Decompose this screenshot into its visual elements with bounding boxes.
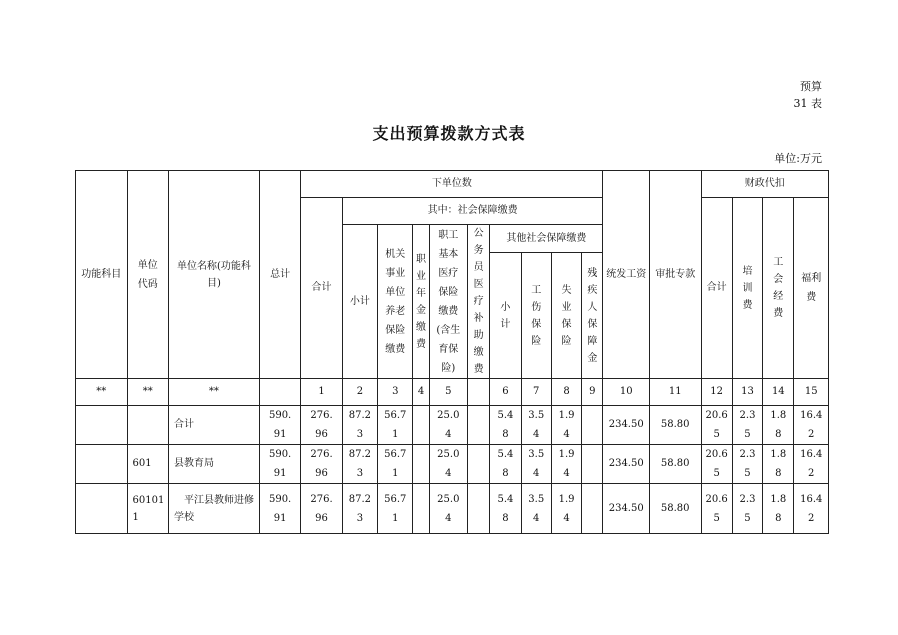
cell: 87.23 (342, 484, 377, 534)
col-approved-special: 审批专款 (649, 171, 701, 379)
cell: 234.50 (603, 445, 649, 484)
idx-cell: ** (127, 379, 168, 406)
cell: 5.48 (490, 406, 521, 445)
row-name: 县教育局 (168, 445, 259, 484)
cell: 2.35 (732, 445, 762, 484)
idx-cell (468, 379, 490, 406)
cell: 20.65 (701, 406, 732, 445)
cell: 25.04 (429, 484, 467, 534)
cell: 56.71 (378, 406, 413, 445)
cell: 16.42 (794, 406, 829, 445)
cell: 1.88 (763, 445, 794, 484)
col-social-security: 其中：社会保障缴费 (342, 198, 603, 225)
idx-cell: 1 (301, 379, 342, 406)
form-number-line2: 31 表 (793, 97, 822, 110)
cell (468, 406, 490, 445)
row-name: 合计 (168, 406, 259, 445)
cell: 16.42 (794, 484, 829, 534)
idx-cell: 12 (701, 379, 732, 406)
idx-cell (259, 379, 300, 406)
col-disabled: 残疾人保障金 (582, 253, 603, 379)
row-name: 平江县教师进修学校 (168, 484, 259, 534)
cell (582, 406, 603, 445)
cell: 234.50 (603, 406, 649, 445)
col-training: 培训费 (732, 198, 762, 379)
cell: 87.23 (342, 406, 377, 445)
col-fiscal-total: 合计 (701, 198, 732, 379)
cell: 5.48 (490, 445, 521, 484)
idx-cell: 14 (763, 379, 794, 406)
col-total: 总计 (259, 171, 300, 379)
cell: 56.71 (378, 484, 413, 534)
col-civil-medical: 公务员医疗补助缴费 (468, 225, 490, 379)
cell: 56.71 (378, 445, 413, 484)
cell: 590.91 (259, 445, 300, 484)
cell: 87.23 (342, 445, 377, 484)
col-fiscal-withhold: 财政代扣 (701, 171, 829, 198)
cell: 234.50 (603, 484, 649, 534)
cell (468, 484, 490, 534)
document-title: 支出预算拨款方式表 (372, 124, 526, 143)
idx-cell: 8 (551, 379, 581, 406)
col-welfare: 福利费 (794, 198, 829, 379)
col-other-ss: 其他社会保障缴费 (490, 225, 603, 253)
table-row (76, 445, 829, 484)
row-func (76, 445, 128, 484)
row-code: 601011 (127, 484, 168, 534)
cell (582, 484, 603, 534)
col-medical: 职工基本医疗保险缴费(含生育保险) (429, 225, 467, 379)
cell: 25.04 (429, 445, 467, 484)
col-ss-subtotal: 小计 (342, 225, 377, 379)
idx-cell: 11 (649, 379, 701, 406)
cell: 276.96 (301, 484, 342, 534)
cell: 16.42 (794, 445, 829, 484)
cell: 276.96 (301, 445, 342, 484)
col-annuity: 职业年金缴费 (413, 225, 429, 379)
idx-cell: 3 (378, 379, 413, 406)
cell: 2.35 (732, 484, 762, 534)
cell: 590.91 (259, 406, 300, 445)
cell: 20.65 (701, 445, 732, 484)
idx-cell: 10 (603, 379, 649, 406)
cell (413, 445, 429, 484)
cell: 276.96 (301, 406, 342, 445)
cell: 3.54 (521, 406, 551, 445)
cell: 58.80 (649, 484, 701, 534)
idx-cell: 15 (794, 379, 829, 406)
col-func-subject: 功能科目 (76, 171, 128, 379)
cell: 1.94 (551, 406, 581, 445)
index-row (76, 379, 829, 406)
cell: 2.35 (732, 406, 762, 445)
cell: 58.80 (649, 406, 701, 445)
idx-cell: ** (76, 379, 128, 406)
cell: 3.54 (521, 484, 551, 534)
cell: 58.80 (649, 445, 701, 484)
idx-cell: ** (168, 379, 259, 406)
cell: 1.94 (551, 445, 581, 484)
row-func (76, 406, 128, 445)
cell: 20.65 (701, 484, 732, 534)
col-lower-unit: 下单位数 (301, 171, 603, 198)
col-unit-name: 单位名称(功能科目) (168, 171, 259, 379)
row-func (76, 484, 128, 534)
idx-cell: 13 (732, 379, 762, 406)
cell: 1.88 (763, 484, 794, 534)
col-other-subtotal: 小计 (490, 253, 521, 379)
cell: 3.54 (521, 445, 551, 484)
cell (413, 406, 429, 445)
idx-cell: 4 (413, 379, 429, 406)
row-code (127, 406, 168, 445)
table-row (76, 406, 829, 445)
cell: 5.48 (490, 484, 521, 534)
budget-table (75, 170, 829, 534)
col-pension: 机关事业单位养老保险缴费 (378, 225, 413, 379)
cell (413, 484, 429, 534)
table-row (76, 484, 829, 534)
row-code: 601 (127, 445, 168, 484)
cell: 25.04 (429, 406, 467, 445)
col-unemployment: 失业保险 (551, 253, 581, 379)
idx-cell: 6 (490, 379, 521, 406)
col-union: 工会经费 (763, 198, 794, 379)
idx-cell: 7 (521, 379, 551, 406)
idx-cell: 2 (342, 379, 377, 406)
cell: 590.91 (259, 484, 300, 534)
cell (582, 445, 603, 484)
col-injury: 工伤保险 (521, 253, 551, 379)
cell: 1.94 (551, 484, 581, 534)
cell (468, 445, 490, 484)
unit-label: 单位:万元 (774, 152, 822, 165)
col-lower-sum: 合计 (301, 198, 342, 379)
col-unit-code: 单位代码 (127, 171, 168, 379)
idx-cell: 5 (429, 379, 467, 406)
col-unified-salary: 统发工资 (603, 171, 649, 379)
idx-cell: 9 (582, 379, 603, 406)
form-number-line1: 预算 (800, 80, 822, 93)
cell: 1.88 (763, 406, 794, 445)
